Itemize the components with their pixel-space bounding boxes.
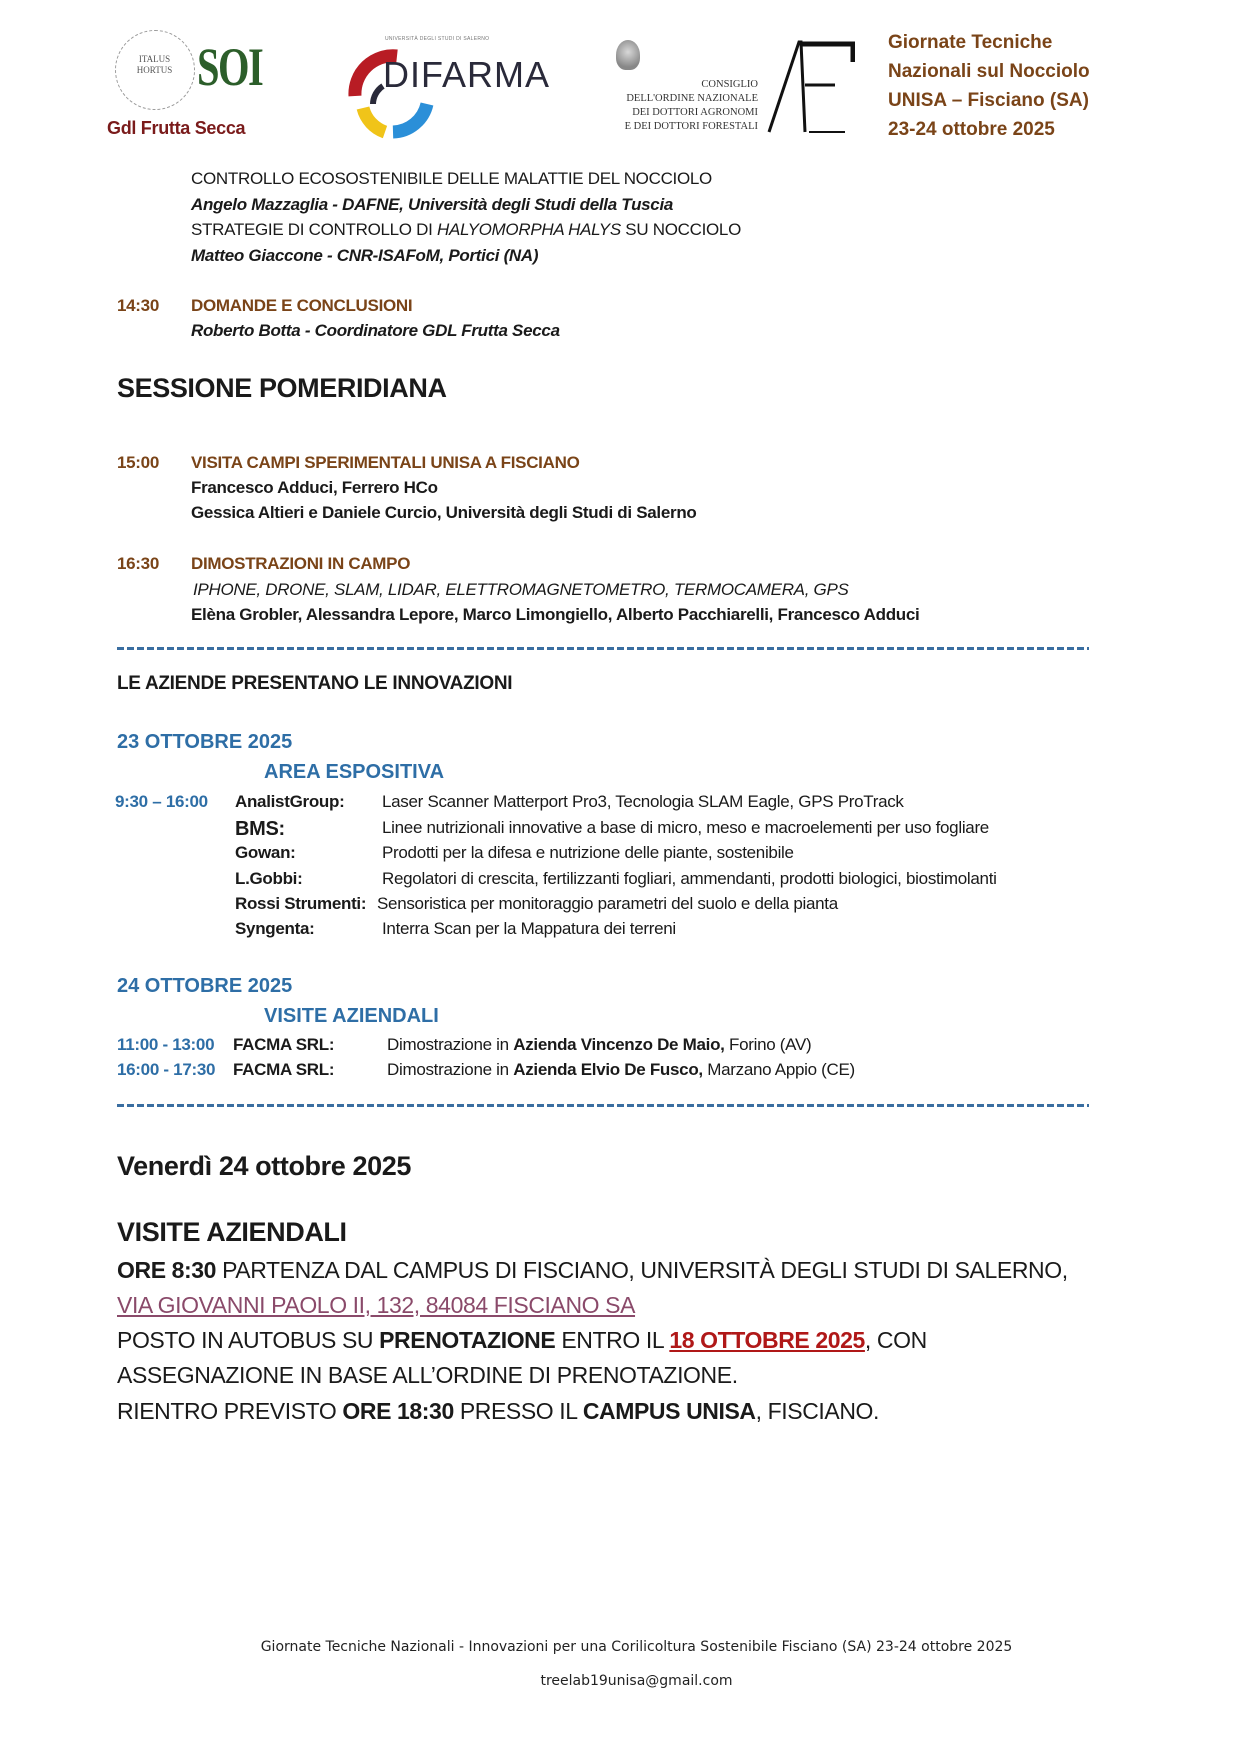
visit-description: [387, 1035, 811, 1055]
visit-company: FACMA SRL:: [233, 1035, 335, 1054]
exhibitor-name: AnalistGroup:: [235, 792, 345, 811]
difarma-wordmark: DIFARMA: [383, 54, 551, 95]
visit-text: Dimostrazione in: [387, 1060, 514, 1079]
dashed-divider: [117, 647, 1089, 650]
italian-emblem-icon: [616, 40, 640, 70]
address-link[interactable]: VIA GIOVANNI PAOLO II, 132, 84084 FISCIANO SA: [117, 1292, 636, 1318]
departure-time: ORE 8:30: [117, 1257, 217, 1283]
ordine-line: DELL'ORDINE NAZIONALE: [626, 93, 758, 104]
talk-speaker: Matteo Giaccone - CNR-ISAFoM, Portici (NA): [191, 246, 539, 265]
talk-title: [191, 220, 741, 240]
seal-text: ITALUS HORTUS: [136, 54, 173, 75]
exhibitor-name: L.Gobbi:: [235, 869, 303, 888]
visit-time: 11:00 - 13:00: [117, 1035, 215, 1054]
session-title: DOMANDE E CONCLUSIONI: [191, 296, 413, 315]
talk-title-text: SU NOCCIOLO: [620, 220, 741, 239]
companies-heading: LE AZIENDE PRESENTANO LE INNOVAZIONI: [117, 673, 513, 694]
visit-time: 16:00 - 17:30: [117, 1060, 216, 1079]
assignment-info: ASSEGNAZIONE IN BASE ALL’ORDINE DI PRENOTAZIONE.: [117, 1362, 738, 1388]
session-time: 16:30: [117, 554, 159, 573]
return-time: ORE 18:30: [342, 1398, 454, 1424]
exhibit-time: 9:30 – 16:00: [115, 792, 208, 811]
unisa-caption: UNIVERSITÀ DEGLI STUDI DI SALERNO: [385, 36, 490, 42]
friday-date-heading: Venerdì 24 ottobre 2025: [117, 1151, 411, 1181]
visits-heading: VISITE AZIENDALI: [117, 1217, 347, 1247]
session-speaker: Roberto Botta - Coordinatore GDL Frutta Secca: [191, 321, 560, 340]
exhibitor-description: Prodotti per la difesa e nutrizione delle piante, sostenibile: [382, 843, 794, 862]
session-time: 15:00: [117, 453, 159, 472]
event-title-line: Nazionali sul Nocciolo: [888, 61, 1090, 82]
session-participant: Elèna Grobler, Alessandra Lepore, Marco Limongiello, Alberto Pacchiarelli, Francesco Adduci: [191, 605, 920, 624]
departure-info: [117, 1257, 1068, 1284]
exhibitor-description: Laser Scanner Matterport Pro3, Tecnologia SLAM Eagle, GPS ProTrack: [382, 792, 904, 811]
return-text: , FISCIANO.: [755, 1398, 880, 1424]
visit-text: Forino (AV): [724, 1035, 812, 1054]
visit-text: Dimostrazione in: [387, 1035, 514, 1054]
exhibitor-name: Rossi Strumenti:: [235, 894, 367, 913]
talk-title-text: STRATEGIE DI CONTROLLO DI: [191, 220, 437, 239]
return-text: PRESSO IL: [453, 1398, 583, 1424]
session-title: VISITA CAMPI SPERIMENTALI UNISA A FISCIANO: [191, 453, 580, 472]
soi-wordmark: SOI: [197, 37, 263, 97]
session-subtitle: IPHONE, DRONE, SLAM, LIDAR, ELETTROMAGNETOMETRO, TERMOCAMERA, GPS: [193, 580, 849, 599]
visit-description: [387, 1060, 855, 1080]
return-text: RIENTRO PREVISTO: [117, 1398, 343, 1424]
departure-text: PARTENZA DAL CAMPUS DI FISCIANO, UNIVERSITÀ DEGLI STUDI DI SALERNO,: [216, 1257, 1068, 1283]
booking-text: ENTRO IL: [555, 1327, 670, 1353]
ordine-agronomi-logo: [610, 40, 860, 140]
event-dates: 23-24 ottobre 2025: [888, 119, 1055, 140]
area-heading: AREA ESPOSITIVA: [264, 761, 445, 783]
area-heading: VISITE AZIENDALI: [264, 1005, 439, 1027]
day-date-heading: 24 OTTOBRE 2025: [117, 975, 293, 997]
session-participant: Gessica Altieri e Daniele Curcio, Università degli Studi di Salerno: [191, 503, 697, 522]
exhibitor-name: BMS:: [235, 818, 285, 840]
exhibitor-name: Gowan:: [235, 843, 296, 862]
return-place: CAMPUS UNISA: [582, 1398, 756, 1424]
exhibitor-description: Interra Scan per la Mappatura dei terreni: [382, 919, 676, 938]
day-date-heading: 23 OTTOBRE 2025: [117, 731, 293, 753]
soi-logo: [105, 30, 275, 140]
talk-speaker: Angelo Mazzaglia - DAFNE, Università degli Studi della Tuscia: [191, 195, 674, 214]
farm-name: Azienda Elvio De Fusco,: [513, 1060, 703, 1079]
footer-email-link[interactable]: treelab19unisa@gmail.com: [540, 1673, 733, 1689]
ordine-line: E DEI DOTTORI FORESTALI: [624, 121, 758, 132]
ordine-line: CONSIGLIO: [701, 79, 758, 90]
booking-keyword: PRENOTAZIONE: [379, 1327, 556, 1353]
booking-text: , CON: [864, 1327, 927, 1353]
exhibitor-description: Linee nutrizionali innovative a base di micro, meso e macroelementi per uso fogliare: [382, 818, 989, 837]
visit-company: FACMA SRL:: [233, 1060, 335, 1079]
talk-title: CONTROLLO ECOSOSTENIBILE DELLE MALATTIE DEL NOCCIOLO: [191, 169, 712, 188]
visit-text: Marzano Appio (CE): [702, 1060, 855, 1079]
session-time: 14:30: [117, 296, 159, 315]
farm-name: Azienda Vincenzo De Maio,: [513, 1035, 725, 1054]
exhibitor-description: Regolatori di crescita, fertilizzanti fogliari, ammendanti, prodotti biologici, biostimolanti: [382, 869, 997, 888]
footer-event-line: Giornate Tecniche Nazionali - Innovazioni per una Corilicoltura Sostenibile Fisciano (SA) 23-24 ottobre 2025: [260, 1639, 1013, 1655]
session-title: DIMOSTRAZIONI IN CAMPO: [191, 554, 411, 573]
af-monogram-icon: [765, 40, 855, 135]
afternoon-session-heading: SESSIONE POMERIDIANA: [117, 373, 447, 403]
ordine-line: DEI DOTTORI AGRONOMI: [632, 107, 758, 118]
ordine-text: [610, 78, 758, 134]
gdl-frutta-secca-caption: Gdl Frutta Secca: [107, 118, 246, 138]
exhibitor-name: Syngenta:: [235, 919, 315, 938]
booking-text: POSTO IN AUTOBUS SU: [117, 1327, 380, 1353]
exhibitor-description: Sensoristica per monitoraggio parametri del suolo e della pianta: [377, 894, 838, 913]
booking-deadline: 18 OTTOBRE 2025: [669, 1327, 865, 1353]
species-name: HALYOMORPHA HALYS: [436, 220, 621, 239]
return-info: [117, 1398, 879, 1425]
event-location: UNISA – Fisciano (SA): [888, 90, 1089, 111]
event-title-block: [888, 28, 1090, 144]
dashed-divider: [117, 1104, 1089, 1107]
event-title-line: Giornate Tecniche: [888, 32, 1053, 53]
booking-info: [117, 1327, 927, 1354]
session-participant: Francesco Adduci, Ferrero HCo: [191, 478, 438, 497]
difarma-logo: [335, 30, 551, 140]
